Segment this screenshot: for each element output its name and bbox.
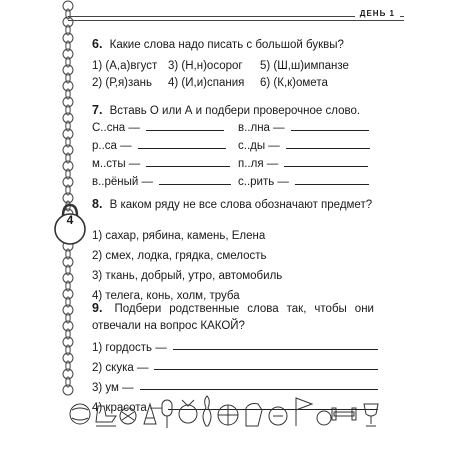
option-item: 3) (Н,н)осорог bbox=[168, 60, 243, 72]
fill-item[interactable]: в..лна — bbox=[238, 122, 378, 134]
option-item: 2) (Р,я)зань bbox=[92, 77, 153, 89]
option-item: 1) (А,а)вгуст bbox=[92, 60, 158, 72]
question-text: Какие слова надо писать с большой буквы? bbox=[109, 39, 344, 51]
question-number: 9. bbox=[92, 301, 103, 315]
answer-line[interactable] bbox=[286, 148, 370, 149]
sports-doodles bbox=[66, 380, 386, 432]
fill-item[interactable]: с..ды — bbox=[238, 140, 378, 152]
answer-line[interactable] bbox=[295, 184, 369, 185]
option-item: 5) (Ш,ш)импанзе bbox=[260, 60, 349, 72]
question-text: Вставь О или А и подбери проверочное слово. bbox=[109, 105, 361, 117]
option-item: 6) (К,к)омета bbox=[260, 77, 328, 89]
answer-line[interactable] bbox=[146, 166, 230, 167]
dumbbell-icon bbox=[334, 412, 354, 416]
option-item: 2) смех, лодка, грядка, смелость bbox=[92, 250, 267, 262]
fill-item[interactable]: с..рить — bbox=[238, 176, 378, 188]
answer-line[interactable] bbox=[146, 130, 224, 131]
fill-item[interactable]: м..сты — bbox=[92, 158, 238, 170]
skate-icon bbox=[96, 406, 116, 426]
answer-line[interactable] bbox=[138, 148, 226, 149]
option-item: 1) сахар, рябина, камень, Елена bbox=[92, 230, 266, 242]
racket-icon bbox=[162, 400, 172, 416]
question-text: В каком ряду не все слова обозначают предмет? bbox=[109, 199, 373, 211]
ball-icon bbox=[70, 404, 90, 424]
question-number: 6. bbox=[92, 37, 103, 51]
fill-item[interactable]: С..сна — bbox=[92, 122, 238, 134]
header-rule bbox=[68, 16, 404, 21]
answer-row[interactable]: 2) скука — bbox=[92, 354, 378, 374]
q7-items bbox=[92, 122, 378, 188]
question-8 bbox=[92, 196, 374, 214]
option-item: 4) (И,и)спания bbox=[168, 77, 245, 89]
question-6 bbox=[92, 36, 378, 54]
option-item: 4) телега, конь, холм, труба bbox=[92, 290, 240, 302]
answer-row[interactable]: 4) красота — bbox=[92, 394, 378, 414]
q8-options bbox=[92, 226, 282, 306]
fill-item[interactable]: в..рёный — bbox=[92, 176, 238, 188]
answer-row[interactable]: 3) ум — bbox=[92, 374, 378, 394]
bowling-pin-icon bbox=[203, 396, 211, 426]
glove-icon bbox=[246, 404, 262, 427]
flag-icon bbox=[296, 398, 312, 426]
answer-row[interactable]: 1) гордость — bbox=[92, 334, 378, 354]
question-7 bbox=[92, 102, 378, 120]
answer-line[interactable] bbox=[284, 166, 368, 167]
medal-icon bbox=[179, 405, 197, 423]
fill-item[interactable]: р..са — bbox=[92, 140, 238, 152]
day-label: ДЕНЬ 1 bbox=[355, 9, 400, 18]
page-number: 4 bbox=[66, 213, 74, 227]
question-9 bbox=[92, 300, 374, 335]
q6-options bbox=[92, 60, 378, 89]
ball-icon bbox=[317, 411, 331, 425]
answer-line[interactable] bbox=[291, 130, 369, 131]
trophy-icon bbox=[364, 404, 378, 426]
shuttlecock-icon bbox=[144, 404, 156, 424]
question-text: Подбери родственные слова так, чтобы они отвечали на вопрос КАКОЙ? bbox=[92, 303, 374, 332]
fill-item[interactable]: п..ля — bbox=[238, 158, 378, 170]
option-item: 3) ткань, добрый, утро, автомобиль bbox=[92, 270, 283, 282]
answer-line[interactable] bbox=[173, 349, 378, 350]
answer-line[interactable] bbox=[159, 184, 231, 185]
chain-border bbox=[62, 0, 74, 396]
question-number: 8. bbox=[92, 197, 103, 211]
question-number: 7. bbox=[92, 103, 103, 117]
answer-line[interactable] bbox=[154, 369, 378, 370]
